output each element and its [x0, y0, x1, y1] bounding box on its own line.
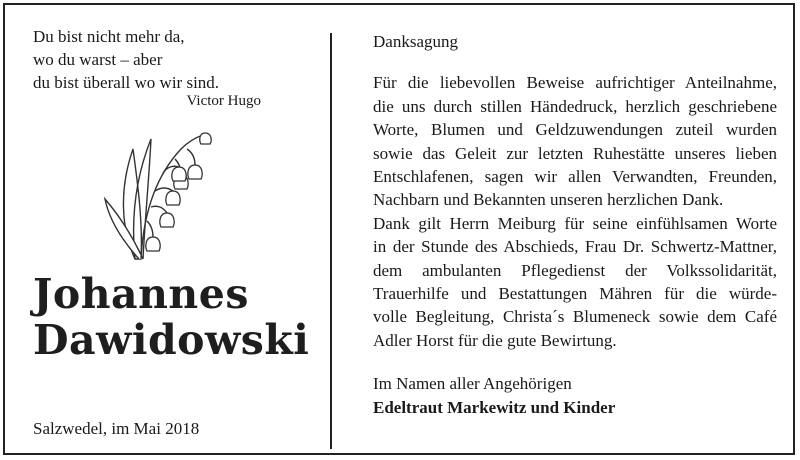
thanks-text: [373, 71, 777, 352]
text-line: Nachbarn und Bekannten unseren herzlichen Dank.: [373, 190, 724, 210]
text-line: in der Stunde des Abschieds, Frau Dr. Schwertz-Mattner,: [373, 237, 777, 257]
deceased-first-name: Johannes: [33, 270, 249, 318]
signature-line: Im Namen aller Angehörigen: [373, 374, 572, 394]
place-date: Salzwedel, im Mai 2018: [33, 419, 200, 438]
poem-line: Du bist nicht mehr da,: [33, 27, 185, 46]
family-signature: Edeltraut Markewitz und Kinder: [373, 397, 616, 417]
text-line: Trauerhilfe und Bestattungen Mähren für die würde-: [373, 284, 777, 304]
text-line: Für die liebevollen Beweise aufrichtiger Anteilnahme,: [373, 73, 777, 93]
text-line: dem ambulanten Pflegedienst der Volkssolidarität,: [373, 260, 777, 280]
text-line: volle Begleitung, Christa´s Blumeneck sowie dem Café: [373, 307, 777, 327]
poem: [33, 25, 313, 94]
text-line: sowie das Geleit zur letzten Ruhestätte unseres lieben: [373, 143, 777, 163]
left-column: [33, 25, 313, 445]
thanks-heading: Danksagung: [373, 32, 458, 51]
text-line: Dank gilt Herrn Meiburg für seine einfühlsamen Worte: [373, 213, 777, 233]
right-column: [373, 30, 777, 419]
lily-of-the-valley-icon: [91, 109, 221, 269]
text-line: Adler Horst für die gute Bewirtung.: [373, 330, 617, 350]
poem-line: wo du warst – aber: [33, 50, 163, 69]
text-line: Worte, Blumen und Geldzuwendungen zuteil wurden: [373, 120, 777, 140]
text-line: Entschlafenen, sagen wir allen Verwandten, Freunden,: [373, 167, 777, 187]
obituary-frame: [3, 3, 795, 455]
column-divider: [330, 33, 332, 449]
poem-author: Victor Hugo: [186, 93, 261, 109]
poem-line: du bist überall wo wir sind.: [33, 73, 220, 92]
deceased-name: [33, 271, 309, 363]
text-line: die uns durch stillen Händedruck, herzlich geschriebene: [373, 96, 777, 116]
deceased-last-name: Dawidowski: [33, 316, 310, 364]
